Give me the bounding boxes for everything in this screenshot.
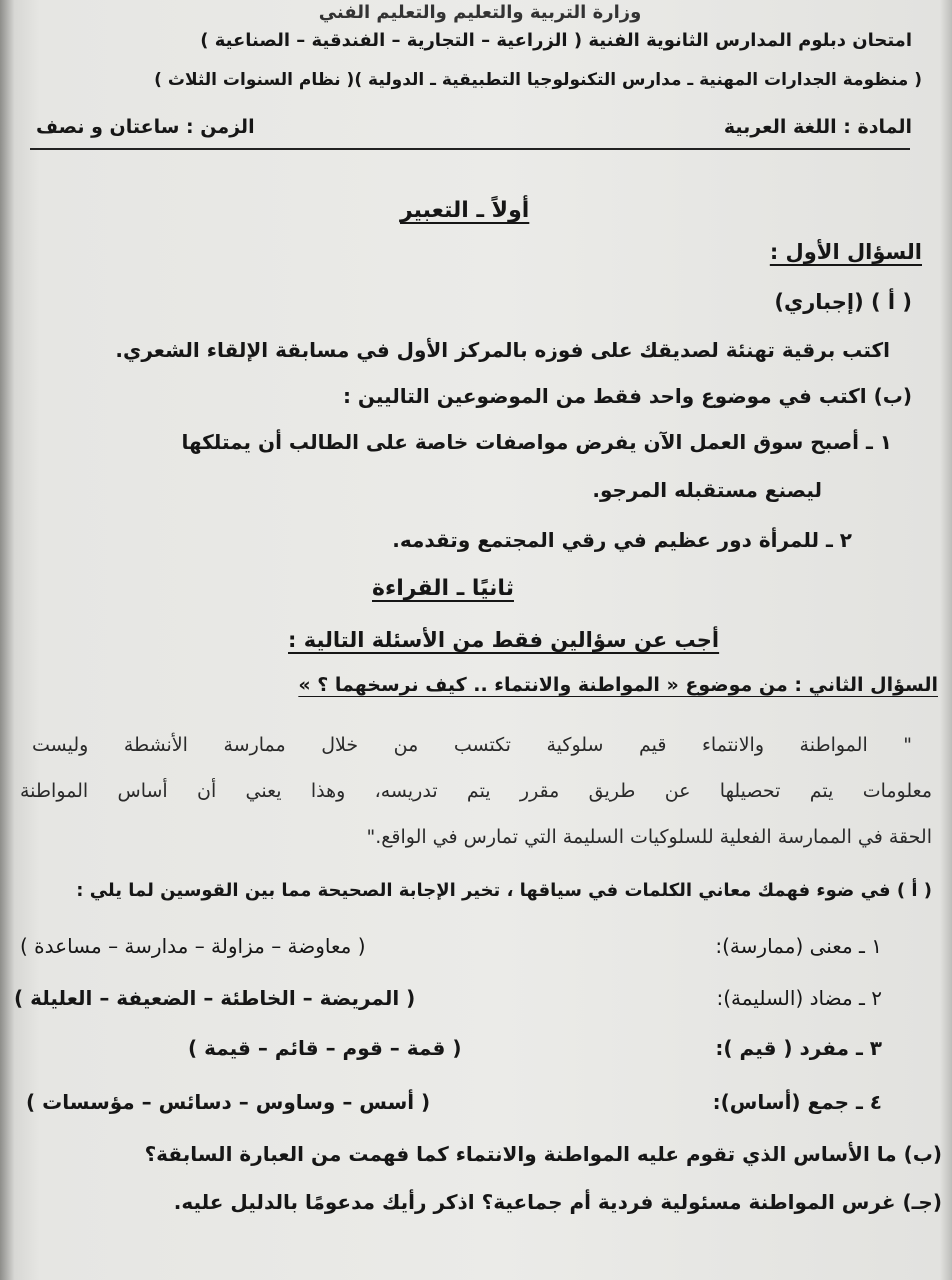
topic-2: ٢ ـ للمرأة دور عظيم في رقي المجتمع وتقدمه. (392, 528, 852, 552)
passage-line-3: الحقة في الممارسة الفعلية للسلوكيات السليمة التي تمارس في الواقع." (366, 826, 932, 848)
time-label: الزمن : ساعتان و نصف (36, 116, 255, 138)
question-two-label: السؤال الثاني : من موضوع « المواطنة والانتماء .. كيف نرسخهما ؟ » (298, 674, 938, 696)
vocab-item-3-label: ٣ ـ مفرد ( قيم ): (715, 1036, 882, 1060)
q2-part-a: ( أ ) في ضوء فهمك معاني الكلمات في سياقها ، تخير الإجابة الصحيحة مما بين القوسين لما يلي : (76, 880, 932, 901)
passage-line-1: " المواطنة والانتماء قيم سلوكية تكتسب من خلال ممارسة الأنشطة وليست (32, 734, 912, 756)
topic-1-line-1: ١ ـ أصبح سوق العمل الآن يفرض مواصفات خاصة على الطالب أن يمتلكها (181, 430, 892, 454)
exam-title: امتحان دبلوم المدارس الثانوية الفنية ( الزراعية – التجارية – الفندقية – الصناعية ) (200, 30, 912, 51)
vocab-item-3-choices: ( قمة – قوم – قائم – قيمة ) (188, 1036, 462, 1060)
vocab-item-2-choices: ( المريضة – الخاطئة – الضعيفة – العليلة ) (14, 986, 416, 1010)
question-one-label: السؤال الأول : (769, 240, 922, 264)
q1-part-b-label: (ب) اكتب في موضوع واحد فقط من الموضوعين التاليين : (342, 384, 912, 408)
q2-part-b: (ب) ما الأساس الذي تقوم عليه المواطنة والانتماء كما فهمت من العبارة السابقة؟ (144, 1142, 942, 1166)
vocab-item-1-label: ١ ـ معنى (ممارسة): (715, 934, 882, 958)
topic-1-line-2: ليصنع مستقبله المرجو. (592, 478, 822, 502)
q1-part-a-text: اكتب برقية تهنئة لصديقك على فوزه بالمركز الأول في مسابقة الإلقاء الشعري. (115, 338, 890, 362)
header-divider (30, 148, 910, 150)
section-reading-title: ثانيًا ـ القراءة (372, 576, 514, 601)
passage-line-2: معلومات يتم تحصيلها عن طريق مقرر يتم تدريسه، وهذا يعني أن أساس المواطنة (20, 780, 932, 802)
vocab-item-2-label: ٢ ـ مضاد (السليمة): (716, 986, 882, 1010)
page-shadow (0, 0, 14, 1280)
q2-part-c: (جـ) غرس المواطنة مسئولية فردية أم جماعية؟ اذكر رأيك مدعومًا بالدليل عليه. (173, 1190, 942, 1214)
reading-instruction: أجب عن سؤالين فقط من الأسئلة التالية : (288, 628, 720, 652)
vocab-item-4-label: ٤ ـ جمع (أساس): (712, 1090, 882, 1114)
system-line: ( منظومة الجدارات المهنية ـ مدارس التكنولوجيا التطبيقية ـ الدولية )( نظام السنوات الثلاث ) (154, 70, 922, 90)
subject-label: المادة : اللغة العربية (723, 116, 912, 138)
vocab-item-1-choices: ( معاوضة – مزاولة – مدارسة – مساعدة ) (20, 934, 366, 958)
q1-part-a-label: ( أ ) (إجباري) (774, 290, 912, 314)
ministry-title: وزارة التربية والتعليم والتعليم الفني (318, 2, 642, 23)
vocab-item-4-choices: ( أسس – وساوس – دسائس – مؤسسات ) (26, 1090, 431, 1114)
section-composition-title: أولاً ـ التعبير (400, 198, 530, 223)
